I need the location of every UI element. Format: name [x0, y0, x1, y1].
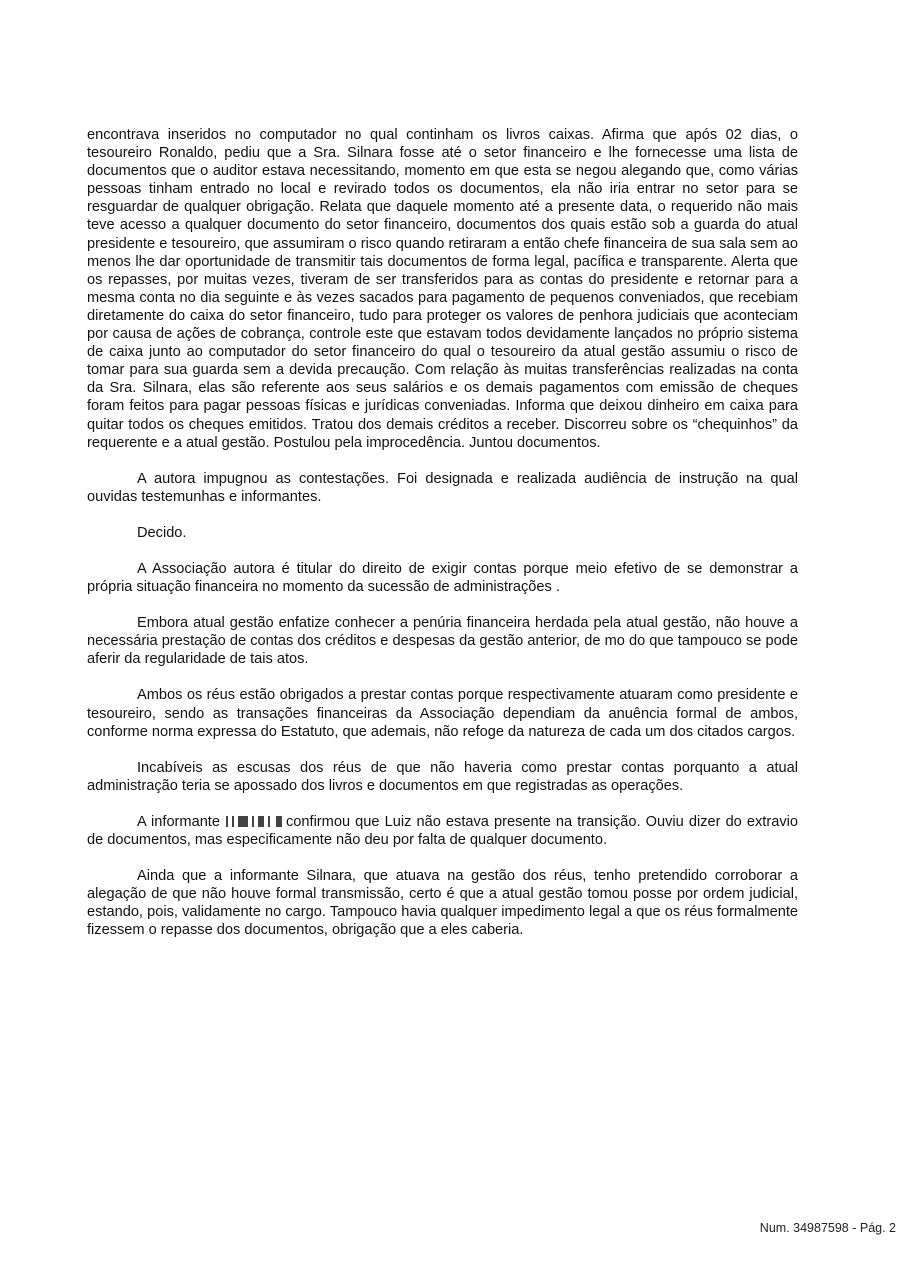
paragraph-reus-obrigados: Ambos os réus estão obrigados a prestar contas porque respectivamente atuaram como presidente e tesoureiro, sendo as transações financeiras da Associação dependiam da anuência formal de ambos, conforme norma expressa do Estatuto, que ademais, não refoge da natureza de cada um dos citados cargos. — [87, 687, 798, 740]
page-footer: Num. 34987598 - Pág. 2 — [759, 1221, 896, 1235]
paragraph-continuation: encontrava inseridos no computador no qual continham os livros caixas. Afirma que após 02 dias, o tesoureiro Ronaldo, pediu que a Sra. Silnara fosse até o setor financeiro e lhe fornecesse uma lista de documentos que o auditor estava necessitando, momento em que esta se negou alegando que, como várias pessoas tinham entrado no local e revirado todos os documentos, ela não iria entrar no setor para se resguardar de qualquer obrigação. Relata que daquele momento até a presente data, o requerido não mais teve acesso a qualquer documento do setor financeiro, documentos dos quais estão sob a guarda do atual presidente e tesoureiro, que assumiram o risco quando retiraram a então chefe financeira de sua sala sem ao menos lhe dar oportunidade de transmitir tais documentos de forma legal, pacífica e transparente. Alerta que os repasses, por muitas vezes, tiveram de ser transferidos para as contas do presidente e retornar para a mesma conta no dia seguinte e às vezes sacados para pagamento de pequenos conveniados, que recebiam diretamente do caixa do setor financeiro, tudo para proteger os valores de penhora judiciais que aconteciam por causa de ações de cobrança, controle este que estavam todos devidamente lançados no próprio sistema de caixa junto ao computador do setor financeiro do qual o tesoureiro da atual gestão assumiu o risco de tomar para sua guarda sem a devida precaução. Com relação às muitas transferências realizadas na conta da Sra. Silnara, elas são referente aos seus salários e os demais pagamentos com emissão de cheques foram feitos para pagar pessoas físicas e jurídicas conveniadas. Informa que deixou dinheiro em caixa para quitar todos os cheques emitidos. Tratou dos demais créditos a receber. Discorreu sobre os “chequinhos” da requerente e a atual gestão. Postulou pela improcedência. Juntou documentos. — [87, 127, 798, 451]
paragraph-informante — [87, 813, 798, 849]
paragraph-associacao: A Associação autora é titular do direito de exigir contas porque meio efetivo de se demonstrar a própria situação financeira no momento da sucessão de administrações . — [87, 560, 798, 596]
paragraph-impugnacao: A autora impugnou as contestações. Foi designada e realizada audiência de instrução na qual ouvidas testemunhas e informantes. — [87, 470, 798, 505]
paragraph-silnara: Ainda que a informante Silnara, que atuava na gestão dos réus, tenho pretendido corroborar a alegação de que não houve formal transmissão, certo é que a atual gestão tomou posse por ordem judicial, estando, pois, validamente no cargo. Tampouco havia qualquer impedimento legal a que os réus formalmente fizessem o repasse dos documentos, obrigação que a eles caberia. — [87, 868, 798, 939]
informant-text-after: confirmou que Luiz não estava presente na transição. Ouviu dizer do extravio de documentos, mas especificamente não deu por falta de qualquer documento. — [87, 813, 798, 848]
document-body — [87, 126, 798, 939]
paragraph-gestao: Embora atual gestão enfatize conhecer a penúria financeira herdada pela atual gestão, não houve a necessária prestação de contas dos créditos e despesas da gestão anterior, de mo do que tampouco se pode aferir da regularidade de tais atos. — [87, 615, 798, 668]
paragraph-decido: Decido. — [137, 524, 187, 541]
paragraph-escusas: Incabíveis as escusas dos réus de que não haveria como prestar contas porquanto a atual administração teria se apossado dos livros e documentos em que registradas as operações. — [87, 759, 798, 794]
redacted-name-mark — [222, 816, 284, 827]
informant-text-before: A informante — [137, 813, 220, 830]
